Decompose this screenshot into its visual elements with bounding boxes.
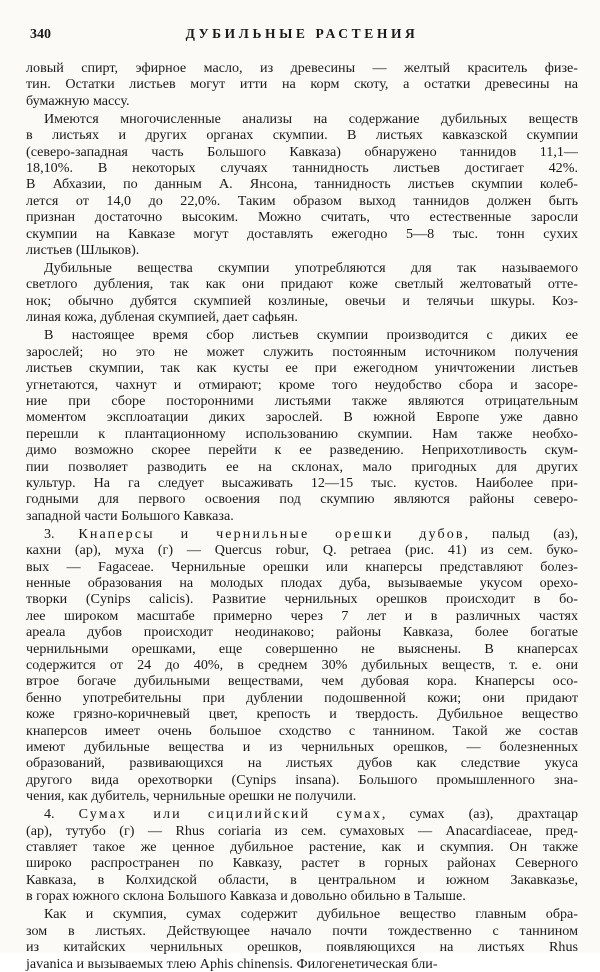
text-line: лее широком масштабе примерно через 7 лет и в различных частях (26, 607, 578, 624)
section-number: 4. (44, 806, 79, 823)
paragraph (26, 526, 578, 805)
text-line: перешли к плантационному использованию скумпии. Нам также необхо- (26, 425, 578, 442)
text-line: В настоящее время сбор листьев скумпии производится с диких ее (44, 327, 578, 344)
text-line: светлого дубления, так как они придают коже светлый желтоватый отте- (26, 276, 578, 293)
text-line: чернильными орешками, еще совершенно не выяснены. В кнаперсах (26, 640, 578, 657)
text-line: (северо-западная часть Большого Кавказа) обнаружено таннидов 11,1— (26, 143, 578, 160)
text-line: содержится от 24 до 40%, в среднем 30% дубильных веществ, т. е. они (26, 657, 578, 673)
text-line: моментом эксплоатации диких зарослей. В южной Европе уже давно (26, 409, 578, 426)
running-head: ДУБИЛЬНЫЕ РАСТЕНИЯ (185, 26, 419, 41)
paragraph (26, 111, 578, 259)
text-line: скумпии на Кавказе могут доставлять ежегодно 5—8 тыс. тонн сухих (26, 225, 578, 242)
text-line: димо возможно скорее перейти к ее разведению. Неприхотливость скум- (26, 442, 578, 459)
text-line: кнаперсов имеет очень большое сходство с таннином. Такой же состав (26, 722, 578, 739)
text-line: вых — Fagaceae. Чернильные орешки или кнаперсы представляют болез- (26, 558, 578, 575)
text-line: чения, как дубитель, чернильные орешки не получили. (26, 788, 357, 805)
text-line: ненные образования на молодых плодах дуба, вызываемые укусом орехо- (26, 574, 578, 591)
text-line: ние при сборе посторонними листьями также являются отрицательным (26, 392, 578, 409)
text-line: в листьях и других органах скумпии. В листьях кавказской скумпии (26, 127, 578, 144)
text-line: (ар), тутубо (г) — Rhus coriaria из сем. сумаховых — Anacardiaceae, пред- (26, 822, 578, 839)
text-line: Дубильные вещества скумпии употребляются для так называемого (44, 260, 578, 277)
paragraph (26, 60, 578, 109)
line-text: , палыд (аз), (464, 525, 579, 542)
body-text (26, 60, 578, 972)
text-line: бенно употребительны при дублении подошвенной кожи; они придают (26, 689, 578, 706)
text-line: широко распространен по Кавказу, растет в горных районах Северного (26, 855, 578, 872)
paragraph (26, 906, 578, 972)
text-line: нок; обычно дубятся скумпией козлиные, овечьи и телячьи шкуры. Коз- (26, 292, 578, 309)
paragraph (26, 806, 578, 904)
paragraph (26, 327, 578, 524)
spaced-term: Кнаперсы и чернильные орешки дубов (78, 525, 465, 542)
text-line: творки (Cynips calicis). Развитие чернильных орешков происходит в бо- (26, 591, 578, 608)
text-line: зарослей; но это не может служить постоянным источником получения (26, 343, 578, 360)
text-line: в горах южного склона Большого Кавказа и довольно обильно в Талыше. (26, 888, 466, 905)
text-line (26, 806, 578, 822)
text-line: 18,10%. В некоторых случаях таннидность листьев достигает 42%. (26, 160, 578, 177)
text-line: западной части Большого Кавказа. (26, 507, 234, 524)
text-line: культур. На га следует высаживать 12—15 тыс. кустов. Наиболее при- (26, 474, 578, 491)
text-line: годными для первого освоения под скумпию являются районы северо- (26, 491, 578, 508)
text-line: линая кожа, дубленая скумпией, дает сафьян. (26, 309, 298, 326)
paragraph (26, 260, 578, 326)
text-line: тин. Остатки листьев могут итти на корм скоту, а остатки древесины на (26, 76, 578, 93)
text-line: признан достаточно высоким. Можно считать, что естественные заросли (26, 209, 578, 226)
page-number: 340 (30, 27, 51, 42)
page-header (30, 26, 574, 48)
text-line: имеют дубильные вещества и из чернильных орешков, — болезненных (26, 739, 578, 756)
spaced-term: Сумах или сицилийский сумах (78, 806, 382, 823)
text-line: листьев скумпии, так как кусты ее при ежегодном уничтожении листьев (26, 360, 578, 377)
text-line: Имеются многочисленные анализы на содержание дубильных веществ (44, 110, 578, 127)
text-line: коже грязно-коричневый цвет, крепость и твердость. Дубильное вещество (26, 706, 578, 723)
text-line: Как и скумпия, сумах содержит дубильное вещество главным обра- (44, 906, 578, 923)
text-line: пии позволяет разводить ее на склонах, мало пригодных для других (26, 458, 578, 475)
text-line: кахни (ар), муха (г) — Quercus robur, Q. petraea (рис. 41) из сем. буко- (26, 542, 578, 559)
text-line: втрое богаче дубильными веществами, чем дубовая кора. Кнаперсы осо- (26, 673, 578, 690)
text-line: javanica и вызываемых тлею Aphis chinensis. Филогенетическая бли- (26, 955, 438, 972)
text-line: В Абхазии, по данным А. Янсона, таннидность листьев скумпии колеб- (26, 176, 578, 193)
text-line: образований, развивающихся на листьях дубов как следствие укуса (26, 755, 578, 772)
text-line (26, 526, 578, 542)
text-line: бумажную массу. (26, 92, 130, 109)
text-line: зом в листьях. Действующее начало почти тождественно с таннином (26, 922, 578, 939)
text-line: ловый спирт, эфирное масло, из древесины — желтый краситель физе- (26, 60, 578, 76)
text-line: Кавказа, в Колхидской области, в центральном и южном Закавказье, (26, 871, 578, 888)
text-line: из китайских чернильных орешков, появляющихся на листьях Rhus (26, 939, 578, 956)
text-line: ареала дубов происходит неодинаково; районы Кавказа, более богатые (26, 624, 578, 641)
text-line: угнетаются, чахнут и отмирают; кроме того неудобство сбора и засоре- (26, 376, 578, 393)
section-number: 3. (44, 525, 79, 542)
text-line: другого вида орехотворки (Cynips insana). Большого промышленного зна- (26, 771, 578, 788)
text-line: ставляет такое же ценное дубильное растение, как и скумпия. Он также (26, 839, 578, 856)
line-text: , сумах (аз), драхтацар (381, 806, 579, 823)
text-line: листьев (Шлыков). (26, 242, 140, 259)
text-line: лется от 14,0 до 22,0%. Таким образом выход таннидов должен быть (26, 192, 578, 209)
